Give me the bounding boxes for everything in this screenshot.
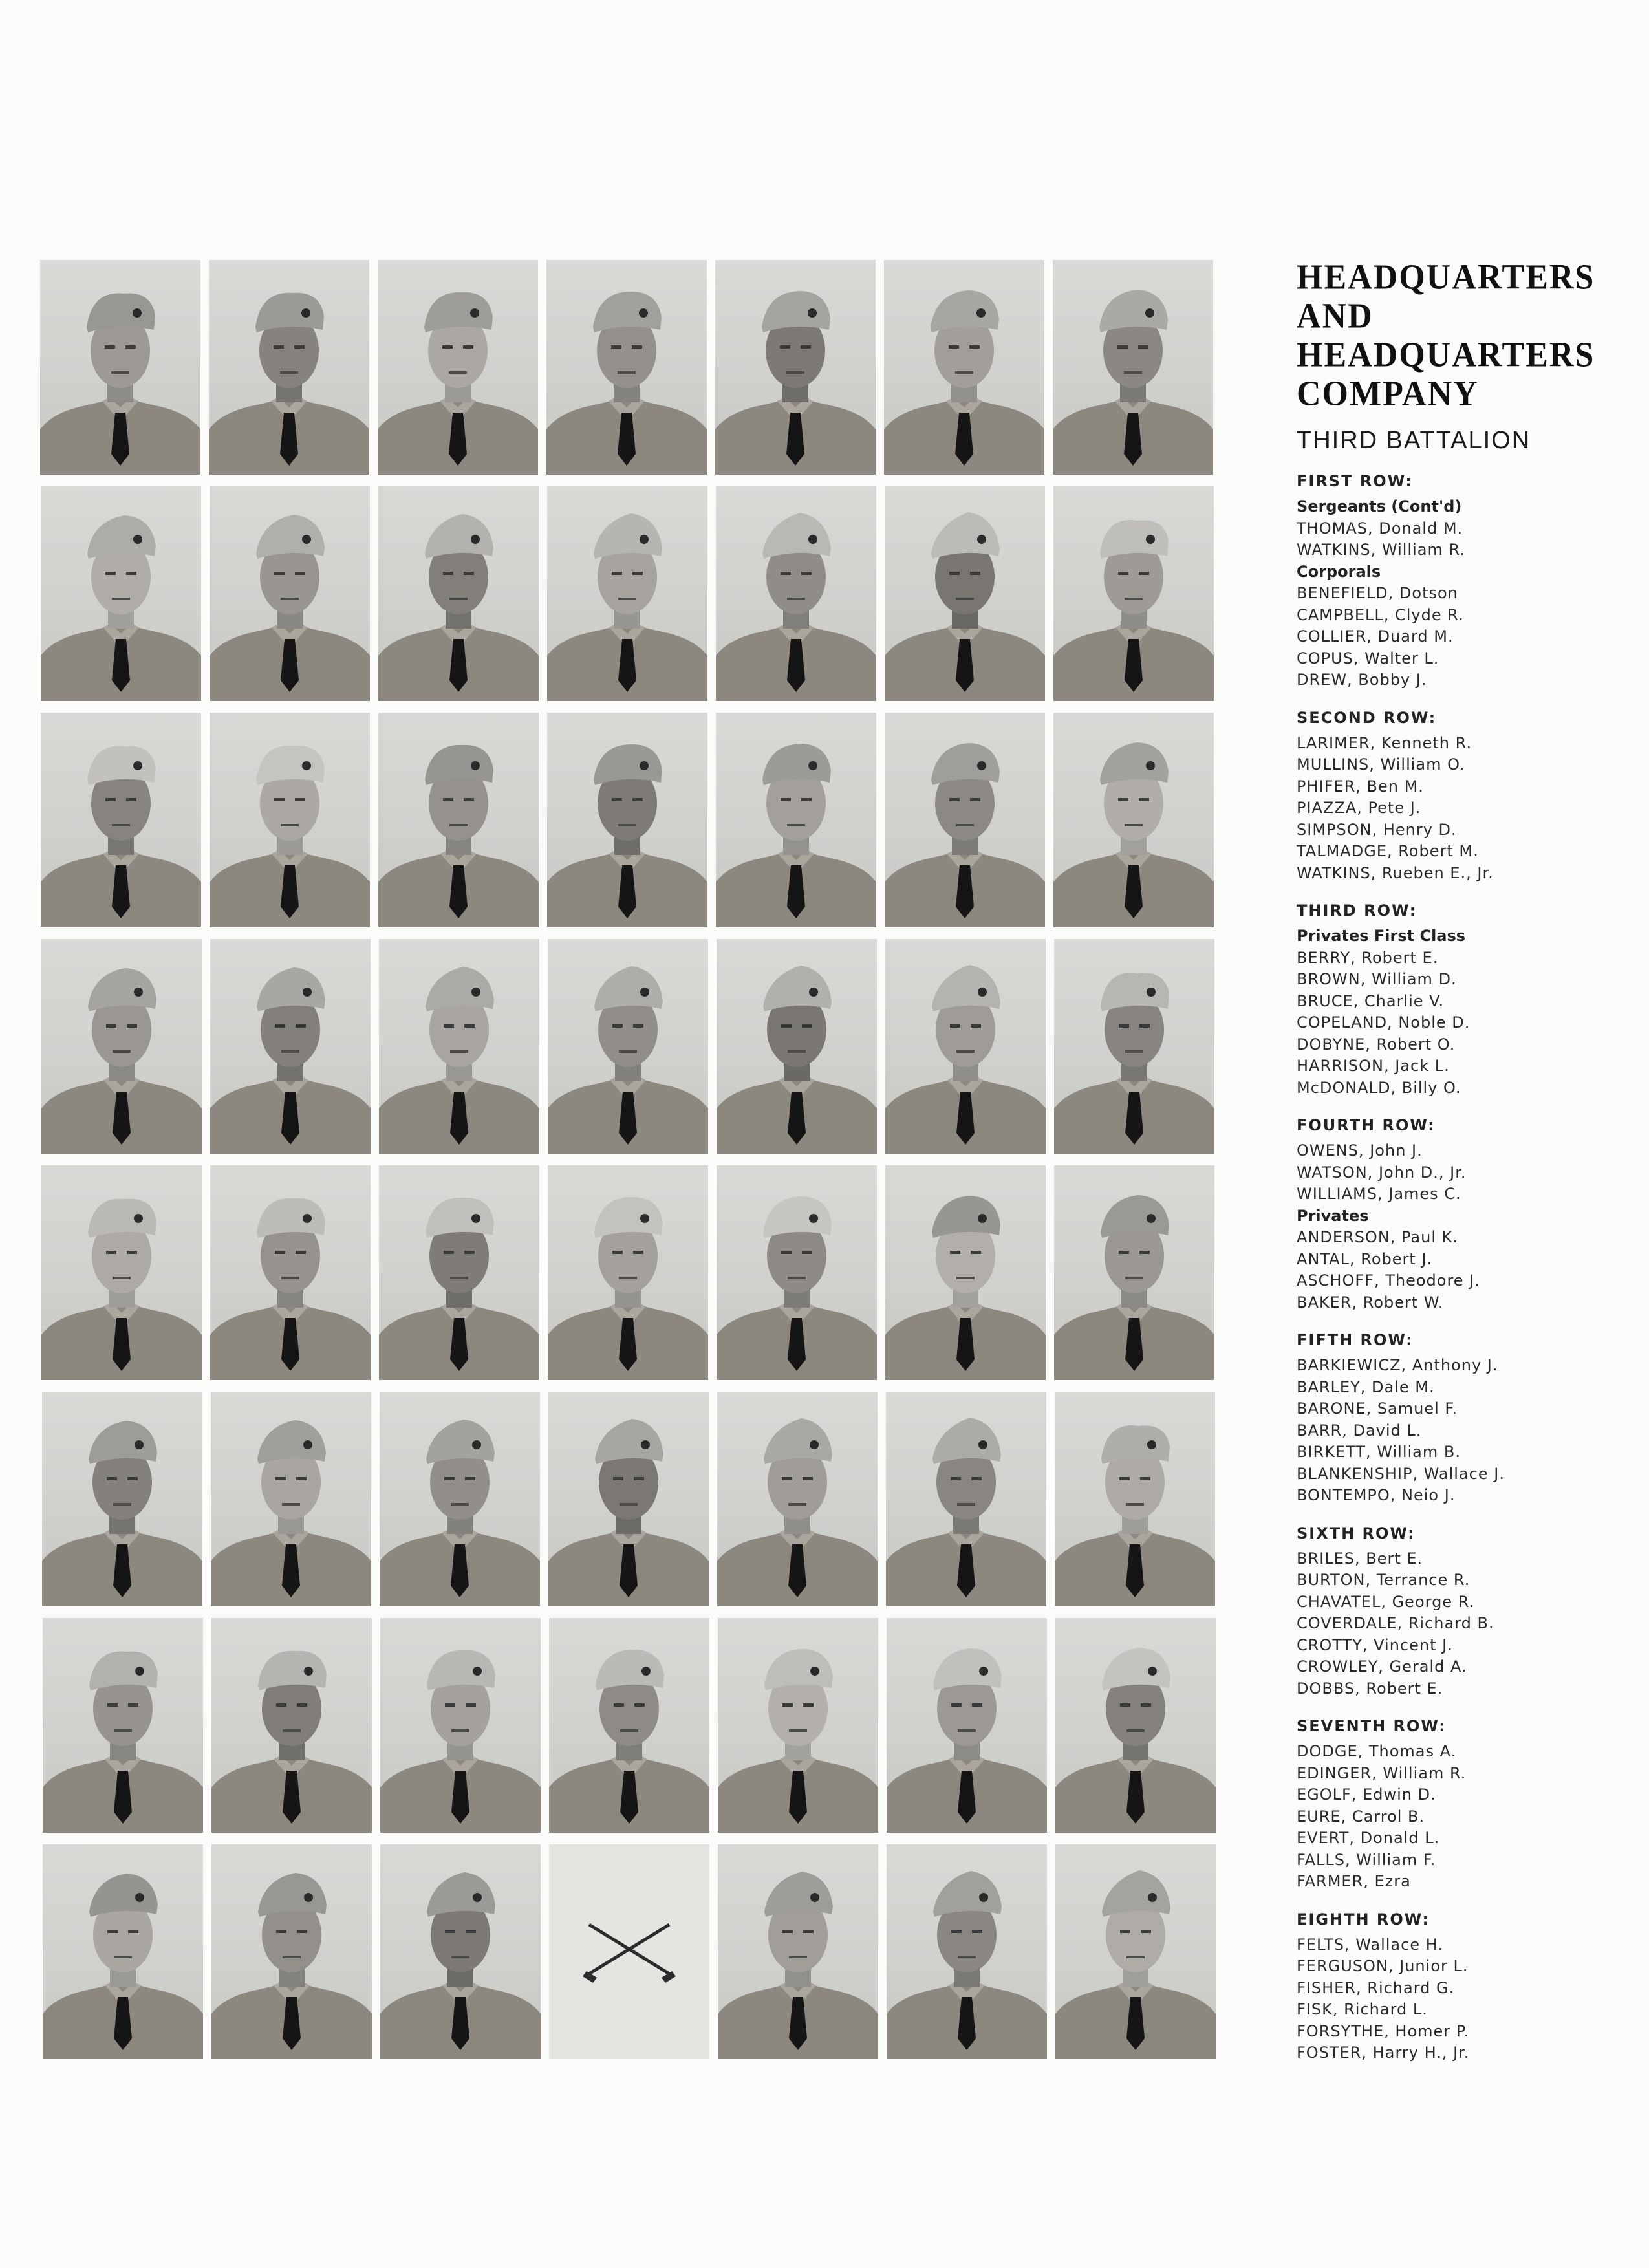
soldier-name: BARKIEWICZ, Anthony J. bbox=[1297, 1356, 1498, 1374]
soldier-portrait bbox=[41, 713, 201, 927]
soldier-portrait bbox=[548, 1165, 708, 1380]
soldier-name: BLANKENSHIP, Wallace J. bbox=[1297, 1464, 1505, 1483]
soldier-name: CHAVATEL, George R. bbox=[1297, 1592, 1475, 1611]
soldier-name: HARRISON, Jack L. bbox=[1297, 1057, 1450, 1075]
soldier-name: BONTEMPO, Neio J. bbox=[1297, 1486, 1456, 1504]
soldier-portrait bbox=[41, 486, 201, 701]
row-label: SIXTH ROW: bbox=[1297, 1524, 1416, 1542]
soldier-name: EDINGER, William R. bbox=[1297, 1764, 1467, 1782]
soldier-portrait bbox=[547, 713, 707, 927]
soldier-portrait bbox=[43, 1618, 203, 1833]
soldier-portrait bbox=[887, 1618, 1047, 1833]
roster-section bbox=[1297, 470, 1633, 691]
soldier-portrait bbox=[1054, 939, 1214, 1154]
row-label: SEVENTH ROW: bbox=[1297, 1717, 1447, 1735]
soldier-name: DODGE, Thomas A. bbox=[1297, 1742, 1457, 1760]
row-label: FOURTH ROW: bbox=[1297, 1116, 1436, 1134]
soldier-portrait bbox=[41, 1165, 202, 1380]
rank-heading: Privates First Class bbox=[1297, 927, 1466, 945]
soldier-name: BROWN, William D. bbox=[1297, 970, 1457, 988]
soldier-name: CROWLEY, Gerald A. bbox=[1297, 1658, 1467, 1676]
soldier-name: EURE, Carrol B. bbox=[1297, 1807, 1425, 1826]
soldier-portrait bbox=[718, 1844, 878, 2059]
soldier-name: DOBBS, Robert E. bbox=[1297, 1679, 1443, 1698]
roster-section bbox=[1297, 1114, 1633, 1313]
soldier-portrait bbox=[210, 1165, 371, 1380]
soldier-portrait bbox=[211, 1392, 371, 1606]
soldier-portrait bbox=[210, 939, 371, 1154]
roster-section bbox=[1297, 1522, 1633, 1700]
soldier-portrait bbox=[378, 260, 538, 475]
soldier-name: BARLEY, Dale M. bbox=[1297, 1377, 1435, 1396]
rank-heading: Sergeants (Cont'd) bbox=[1297, 497, 1462, 515]
soldier-name: SIMPSON, Henry D. bbox=[1297, 820, 1457, 839]
soldier-portrait bbox=[211, 1618, 372, 1833]
soldier-name: PIAZZA, Pete J. bbox=[1297, 799, 1421, 817]
soldier-portrait bbox=[547, 486, 707, 701]
row-label: SECOND ROW: bbox=[1297, 708, 1437, 727]
soldier-name: COPELAND, Noble D. bbox=[1297, 1013, 1471, 1031]
rank-heading: Privates bbox=[1297, 1206, 1369, 1225]
soldier-name: FELTS, Wallace H. bbox=[1297, 1935, 1443, 1954]
soldier-portrait bbox=[380, 1618, 541, 1833]
soldier-portrait bbox=[42, 1392, 202, 1606]
roster-section bbox=[1297, 707, 1633, 885]
heading-line: HEADQUARTERS bbox=[1297, 258, 1595, 297]
soldier-portrait bbox=[380, 1844, 541, 2059]
soldier-portrait bbox=[1053, 260, 1213, 475]
soldier-portrait bbox=[716, 713, 876, 927]
soldier-portrait bbox=[210, 713, 370, 927]
soldier-portrait bbox=[716, 486, 876, 701]
roster-list bbox=[1297, 470, 1633, 2064]
soldier-portrait bbox=[210, 486, 370, 701]
soldier-name: EVERT, Donald L. bbox=[1297, 1829, 1440, 1847]
row-label: THIRD ROW: bbox=[1297, 902, 1417, 920]
soldier-name: LARIMER, Kenneth R. bbox=[1297, 733, 1472, 752]
soldier-portrait bbox=[378, 713, 539, 927]
soldier-name: FALLS, William F. bbox=[1297, 1850, 1436, 1869]
soldier-name: THOMAS, Donald M. bbox=[1297, 519, 1463, 537]
soldier-portrait bbox=[209, 260, 369, 475]
soldier-name: WATKINS, William R. bbox=[1297, 541, 1465, 559]
soldier-portrait bbox=[885, 1165, 1046, 1380]
soldier-name: WATKINS, Rueben E., Jr. bbox=[1297, 863, 1494, 882]
soldier-portrait bbox=[40, 260, 200, 475]
soldier-name: OWENS, John J. bbox=[1297, 1141, 1423, 1160]
soldier-portrait bbox=[1053, 713, 1214, 927]
soldier-portrait bbox=[379, 1165, 539, 1380]
row-label: EIGHTH ROW: bbox=[1297, 1910, 1430, 1928]
soldier-portrait bbox=[1053, 486, 1214, 701]
soldier-name: COVERDALE, Richard B. bbox=[1297, 1614, 1494, 1632]
soldier-name: WILLIAMS, James C. bbox=[1297, 1185, 1461, 1203]
soldier-portrait bbox=[717, 1392, 878, 1606]
soldier-name: BERRY, Robert E. bbox=[1297, 948, 1439, 967]
soldier-portrait bbox=[717, 1165, 877, 1380]
soldier-portrait bbox=[43, 1844, 203, 2059]
soldier-name: FARMER, Ezra bbox=[1297, 1872, 1411, 1890]
soldier-name: BARR, David L. bbox=[1297, 1421, 1422, 1440]
soldier-name: BENEFIELD, Dotson bbox=[1297, 584, 1458, 602]
roster-section bbox=[1297, 900, 1633, 1099]
soldier-name: EGOLF, Edwin D. bbox=[1297, 1786, 1436, 1804]
soldier-portrait bbox=[548, 939, 708, 1154]
soldier-name: COLLIER, Duard M. bbox=[1297, 627, 1454, 645]
soldier-name: WATSON, John D., Jr. bbox=[1297, 1163, 1467, 1182]
soldier-name: FISHER, Richard G. bbox=[1297, 1978, 1455, 1997]
soldier-portrait bbox=[548, 1392, 709, 1606]
row-label: FIRST ROW: bbox=[1297, 472, 1414, 490]
row-label: FIFTH ROW: bbox=[1297, 1331, 1414, 1349]
soldier-name: DREW, Bobby J. bbox=[1297, 671, 1427, 689]
heading-line: COMPANY bbox=[1297, 374, 1479, 413]
crossed-rifles-emblem bbox=[549, 1844, 709, 2059]
portrait-grid bbox=[40, 260, 1214, 2075]
heading-line: AND bbox=[1297, 297, 1374, 336]
soldier-portrait bbox=[886, 1392, 1046, 1606]
soldier-portrait bbox=[885, 939, 1046, 1154]
soldier-portrait bbox=[1055, 1392, 1215, 1606]
soldier-name: ASCHOFF, Theodore J. bbox=[1297, 1271, 1480, 1290]
soldier-portrait bbox=[380, 1392, 540, 1606]
soldier-portrait bbox=[887, 1844, 1047, 2059]
soldier-name: ANTAL, Robert J. bbox=[1297, 1249, 1433, 1268]
soldier-name: CROTTY, Vincent J. bbox=[1297, 1636, 1453, 1654]
battalion-subtitle: THIRD BATTALION bbox=[1297, 427, 1531, 454]
soldier-name: BIRKETT, William B. bbox=[1297, 1443, 1461, 1461]
soldier-portrait bbox=[1055, 1844, 1216, 2059]
soldier-name: BAKER, Robert W. bbox=[1297, 1293, 1444, 1312]
soldier-name: FOSTER, Harry H., Jr. bbox=[1297, 2044, 1470, 2062]
soldier-name: FISK, Richard L. bbox=[1297, 2000, 1428, 2018]
soldier-portrait bbox=[884, 260, 1044, 475]
roster-section bbox=[1297, 1715, 1633, 1893]
soldier-portrait bbox=[379, 939, 539, 1154]
soldier-portrait bbox=[717, 939, 877, 1154]
soldier-name: ANDERSON, Paul K. bbox=[1297, 1228, 1459, 1246]
soldier-portrait bbox=[211, 1844, 372, 2059]
soldier-portrait bbox=[1055, 1618, 1216, 1833]
soldier-name: CAMPBELL, Clyde R. bbox=[1297, 605, 1464, 624]
roster-section bbox=[1297, 1329, 1633, 1507]
company-heading bbox=[1297, 257, 1633, 413]
soldier-portrait bbox=[718, 1618, 878, 1833]
soldier-portrait bbox=[41, 939, 202, 1154]
soldier-name: MULLINS, William O. bbox=[1297, 755, 1465, 773]
soldier-name: BURTON, Terrance R. bbox=[1297, 1571, 1471, 1589]
soldier-name: PHIFER, Ben M. bbox=[1297, 777, 1424, 795]
soldier-portrait bbox=[885, 486, 1045, 701]
soldier-portrait bbox=[549, 1618, 709, 1833]
roster-section bbox=[1297, 1908, 1633, 2064]
soldier-name: BRILES, Bert E. bbox=[1297, 1549, 1423, 1568]
soldier-name: BRUCE, Charlie V. bbox=[1297, 991, 1445, 1010]
heading-line: HEADQUARTERS bbox=[1297, 336, 1595, 374]
soldier-name: McDONALD, Billy O. bbox=[1297, 1078, 1461, 1097]
soldier-portrait bbox=[378, 486, 539, 701]
soldier-portrait bbox=[546, 260, 707, 475]
soldier-portrait bbox=[885, 713, 1045, 927]
soldier-name: FERGUSON, Junior L. bbox=[1297, 1957, 1469, 1975]
soldier-name: TALMADGE, Robert M. bbox=[1297, 842, 1479, 860]
rank-heading: Corporals bbox=[1297, 562, 1381, 581]
soldier-portrait bbox=[1054, 1165, 1214, 1380]
crossed-rifles-icon bbox=[549, 1844, 709, 2059]
soldier-name: FORSYTHE, Homer P. bbox=[1297, 2022, 1470, 2040]
soldier-name: COPUS, Walter L. bbox=[1297, 649, 1439, 667]
soldier-name: DOBYNE, Robert O. bbox=[1297, 1035, 1456, 1053]
soldier-name: BARONE, Samuel F. bbox=[1297, 1399, 1458, 1418]
caption-column bbox=[1297, 257, 1633, 2080]
soldier-portrait bbox=[715, 260, 876, 475]
